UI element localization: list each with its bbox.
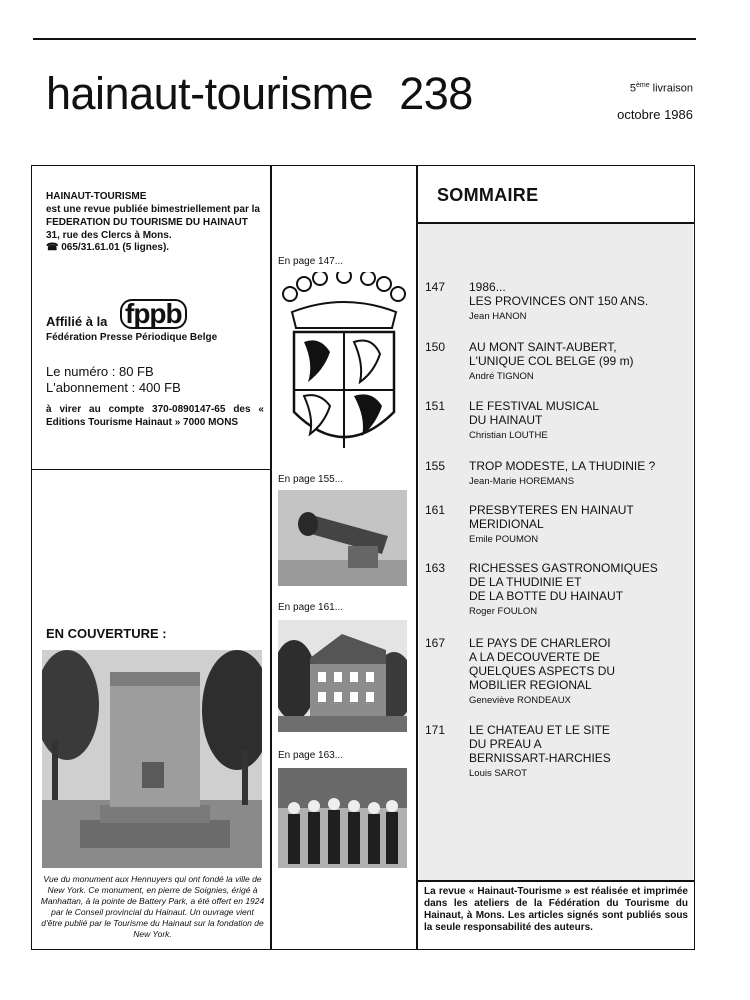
toc-article-title: TROP MODESTE, LA THUDINIE ? [469,459,656,473]
toc-page-number: 155 [425,459,446,473]
issue-number: 238 [399,68,473,119]
price-numero: Le numéro : 80 FB [46,364,154,379]
issue-label: 5ème livraison [629,82,693,95]
toc-author: Christian LOUTHE [469,430,548,441]
prices [46,364,181,396]
presbytery-photo [278,620,407,732]
magazine-name: hainaut-tourisme [46,68,374,119]
cannon-photo-icon [278,490,407,586]
house-photo-icon [278,620,407,732]
toc-author: André TIGNON [469,371,534,382]
toc-article-title: LE CHATEAU ET LE SITE DU PREAU A BERNISSART-HARCHIES [469,723,611,765]
toc-article-title: LE FESTIVAL MUSICAL DU HAINAUT [469,399,600,427]
cover-heading: EN COUVERTURE : [46,626,167,641]
footer-rule [417,880,695,882]
top-rule [33,38,696,40]
publisher-line: HAINAUT-TOURISME [46,191,147,202]
affiliation-label: Affilié à la [46,314,108,329]
toc-article-title: AU MONT SAINT-AUBERT, L'UNIQUE COL BELGE (99 m) [469,340,634,368]
publisher-line: FEDERATION DU TOURISME DU HAINAUT [46,217,248,228]
toc-article-title: RICHESSES GASTRONOMIQUES DE LA THUDINIE ET DE LA BOTTE DU HAINAUT [469,561,658,603]
group-photo-icon [278,768,407,868]
toc-page-number: 161 [425,503,446,517]
toc-author: Roger FOULON [469,606,538,617]
monument-photo-icon [42,650,262,868]
sommaire-title: SOMMAIRE [437,185,539,205]
page-ref-161: En page 161... [278,602,344,613]
toc-author: Louis SAROT [469,768,528,779]
publisher-line: 31, rue des Clercs à Mons. [46,230,172,241]
publisher-line: est une revue publiée bimestriellement par la [46,204,260,215]
publisher-info [46,190,264,242]
coat-of-arms [280,272,408,460]
gastronomy-photo [278,768,407,868]
toc-page-number: 147 [425,280,446,294]
toc-page-number: 151 [425,399,446,413]
toc-background [419,224,693,880]
toc-page-number: 150 [425,340,446,354]
toc-author: Jean HANON [469,311,527,322]
page-ref-155: En page 155... [278,474,344,485]
phone-line: ☎ 065/31.61.01 (5 lignes). [46,242,170,253]
masthead-title [46,68,473,120]
toc-author: Jean-Marie HOREMANS [469,476,575,487]
price-abonnement: L'abonnement : 400 FB [46,380,181,395]
toc-article-title: PRESBYTERES EN HAINAUT MERIDIONAL [469,503,634,531]
toc-article-title: 1986... LES PROVINCES ONT 150 ANS. [469,280,649,308]
toc-article-title: LE PAYS DE CHARLEROI A LA DECOUVERTE DE QUELQUES ASPECTS DU MOBILIER REGIONAL [469,636,616,692]
fppb-logo: fppb [120,298,184,330]
phone-icon: ☎ [46,242,59,253]
page-ref-147: En page 147... [278,256,344,267]
toc-author: Geneviève RONDEAUX [469,695,571,706]
cannon-photo [278,490,407,586]
cover-photo [42,650,262,868]
issue-date: octobre 1986 [617,107,693,122]
coat-of-arms-icon [280,272,408,460]
federation-name: Fédération Presse Périodique Belge [46,332,218,343]
bank-account: à virer au compte 370-0890147-65 des « Editions Tourisme Hainaut » 7000 MONS [46,404,264,428]
toc-author: Emile POUMON [469,534,539,545]
toc-page-number: 163 [425,561,446,575]
footer-note: La revue « Hainaut-Tourisme » est réalisée et imprimée dans les ateliers de la Fédération du Tourisme du Hainaut, à Mons. Les articles signés sont publiés sous la seule responsabilité des auteurs. [424,886,688,933]
toc-page-number: 171 [425,723,446,737]
cover-caption: Vue du monument aux Hennuyers qui ont fondé la ville de New York. Ce monument, en pierre de Soignies, érigé à Manhattan, à la pointe de Battery Park, a été offert en 1924 par le Conseil provincial du Hainaut. Un ouvrage vient d'être publié par le Tourisme du Hainaut sur la fondation de New York. [40,874,265,939]
page-ref-163: En page 163... [278,750,344,761]
toc-page-number: 167 [425,636,446,650]
